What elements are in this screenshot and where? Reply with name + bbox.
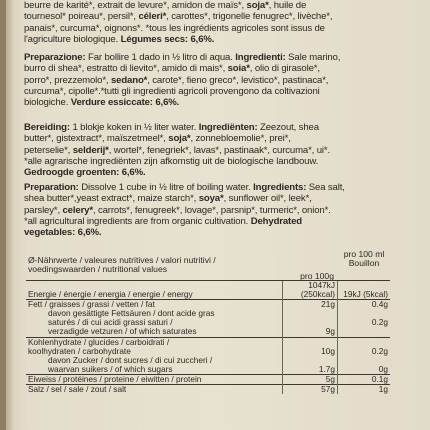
text: parsley*, — [24, 204, 63, 216]
nutrient-label: verzadigde vetzuren / of which saturates — [48, 326, 197, 337]
value-per-100g: 21g — [283, 300, 338, 310]
text: Sea salt, — [306, 182, 345, 193]
value-per-100g: 9g — [283, 327, 338, 337]
text: peterselie*, — [24, 144, 73, 156]
allergen: soja* — [246, 0, 269, 11]
text: tournesol* poireau*, persil*, — [24, 11, 139, 23]
text: voedingswaarden / nutritional values — [28, 264, 168, 275]
value-per-100g: 1.7g — [283, 365, 338, 375]
nutrient-label: Energie / énergie / energia / energie / energy — [26, 281, 283, 300]
value-per-100ml: 0g — [338, 365, 391, 375]
nutrient-label: saturés / di cui acidi grassi saturi / — [48, 317, 173, 328]
text: *alle agrarische ingrediënten zijn afkomstig uit de biologische landbouw. — [24, 155, 319, 167]
nutrient-label: Eiweiss / protéines / proteine / eiwitten / protein — [26, 374, 283, 384]
text: Far bollire 1 dado in ½ litro di aqua. — [85, 52, 236, 63]
text: , olio di girasole*, — [249, 63, 320, 75]
column-header-per-100g: pro 100g — [300, 271, 334, 281]
nutrient-label: Fett / graisses / grassi / vetten / fat — [26, 300, 283, 310]
nutrition-row — [26, 385, 390, 395]
section-label: Preparazione: — [24, 52, 86, 63]
nutrient-label: davon Zucker / dont sucres / di cui zuccheri / — [48, 354, 213, 365]
nutrition-row — [26, 281, 390, 300]
value-per-100g — [283, 309, 338, 318]
text: Ø-Nährwerte / valeures nutritives / valori nutritivi / — [28, 255, 216, 265]
nutrition-row — [26, 327, 390, 337]
value-per-100g: 5g — [283, 374, 338, 384]
value-per-100ml: 0.2g — [338, 347, 391, 356]
nutrient-label: Kohlenhydrate / glucides / carboidrati / — [26, 337, 283, 347]
text: pro 100 ml — [343, 249, 385, 259]
nutrition-row — [26, 374, 390, 384]
ingredients-label: Ingrediënten: — [198, 122, 258, 133]
text: porro*, prezzemolo*, — [24, 74, 111, 86]
text: , carote*, fieno greco*, levistico*, pastinaca*, — [147, 74, 329, 86]
allergen: selderij* — [72, 144, 109, 156]
value-per-100ml: 0.2g — [338, 318, 391, 327]
dried-vegetables: Légumes secs: 6,6%. — [120, 33, 215, 45]
ingredients-dutch — [24, 122, 396, 178]
product-label — [6, 0, 430, 430]
text: beurre de karité*, extrait de levure*, amidon de maïs*, — [24, 0, 247, 11]
text: Sale marino, — [285, 52, 341, 63]
text: butter*, gistextract*, maïszetmeel*, — [24, 133, 169, 145]
text: l'agriculture biologique. — [24, 33, 121, 45]
text: , sunflower oil*, leek*, — [223, 193, 312, 205]
text: , carrots*, fenugreek*, lovage*, parsnip*, turmeric*, onion*. — [92, 204, 331, 216]
nutrient-label: davon gesättigte Fettsäuren / dont acide gras — [48, 308, 215, 319]
allergen: soya* — [198, 193, 224, 205]
allergen: celery* — [62, 204, 93, 216]
text: *all agricultural ingredients are from organic cultivation. — [24, 215, 251, 227]
ingredients-italian — [24, 52, 396, 108]
allergen: céleri* — [138, 11, 167, 23]
value-per-100ml: 0.4g — [338, 300, 391, 310]
section-label: Bereiding: — [24, 122, 70, 133]
allergen: soia* — [227, 63, 250, 75]
value-per-100g: 10g — [283, 347, 338, 356]
nutrition-table — [26, 280, 390, 394]
nutrient-label: Salz / sel / sale / zout / salt — [26, 385, 283, 395]
allergen: sedano* — [110, 74, 148, 86]
dried-vegetables: Dehydrated — [250, 215, 302, 227]
text: biologiche. — [24, 97, 71, 109]
dried-vegetables: Gedroogde groenten: 6,6%. — [24, 167, 146, 179]
text: Bouillon — [348, 258, 380, 269]
value-per-100g: 1047kJ (250kcal) — [283, 281, 338, 300]
text: burro di shea*, estratto di lievito*, amido di mais*, — [24, 63, 228, 75]
text: curcuma*, cipolle*.*tutti gli ingredienti agricoli provengono da coltivazioni — [24, 85, 320, 97]
allergen: soja* — [168, 133, 191, 145]
value-per-100g: 57g — [283, 385, 338, 395]
text: , zonnebloemolie*, prei*, — [190, 133, 291, 145]
text: panais*, curcuma*, oignons*. *tous les ingrédients agricoles sont issus de — [24, 22, 325, 34]
nutrient-label: waarvan suikers / of which sugars — [48, 363, 173, 374]
text: , huile de — [268, 0, 307, 11]
column-header-per-100ml — [338, 250, 390, 268]
ingredients-french — [24, 0, 396, 45]
ingredients-label: Ingredients: — [253, 182, 307, 193]
text: Zeezout, shea — [257, 122, 319, 133]
ingredients-english — [24, 182, 396, 238]
text: shea butter*,yeast extract*, maize starch*, — [24, 193, 199, 205]
value-per-100ml: 19kJ (5kcal) — [338, 281, 391, 300]
nutrition-row — [26, 365, 390, 375]
value-per-100ml — [338, 327, 391, 337]
dried-vegetables: Verdure essiccate: 6,6%. — [70, 97, 180, 109]
nutrition-title — [28, 256, 278, 274]
value-per-100ml: 1g — [338, 385, 391, 395]
text: , carottes*, trigonelle fenugrec*, livèche*, — [166, 11, 333, 23]
text: 1 blokje koken in ½ liter water. — [69, 122, 199, 133]
value-per-100ml: 0.1g — [338, 374, 391, 384]
nutrient-label: koolhydraten / carbohydrate — [28, 345, 131, 356]
ingredients-label: Ingredienti: — [235, 52, 286, 63]
dried-vegetables: vegetables: 6,6%. — [24, 227, 102, 239]
text: , wortel*, fenegriek*, lavas*, pastinaak*, curcuma*, ui*. — [108, 144, 330, 156]
text: Dissolve 1 cube in ½ litre of boiling water. — [78, 182, 254, 193]
nutrition-header — [24, 249, 390, 281]
section-label: Preparation: — [24, 182, 79, 193]
